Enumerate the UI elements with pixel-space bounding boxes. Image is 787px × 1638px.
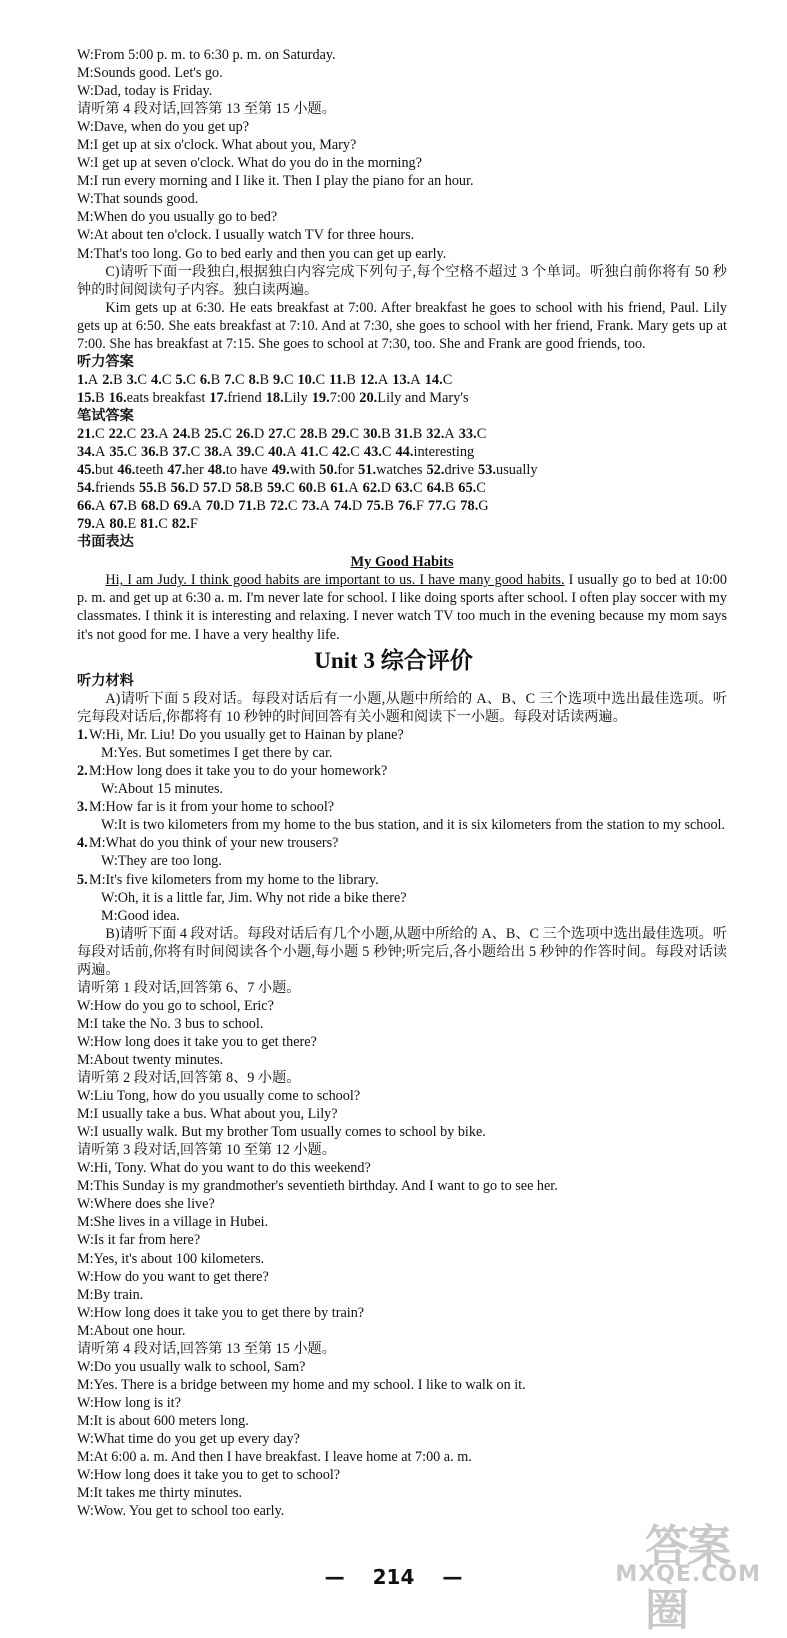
answer-value: C bbox=[137, 371, 148, 388]
dialogue-line: M:I usually take a bus. What about you, Lily? bbox=[77, 1106, 338, 1123]
dialogue-line: W:How long does it take you to get to school? bbox=[77, 1467, 341, 1484]
answer-number: 82. bbox=[171, 516, 190, 533]
answer-number: 51. bbox=[358, 462, 377, 479]
answer-value: B bbox=[384, 498, 394, 515]
answer-value: usually bbox=[496, 462, 538, 479]
answer-value: C bbox=[413, 480, 423, 497]
answer-number: 74. bbox=[333, 498, 352, 515]
answer-value: D bbox=[188, 480, 199, 497]
dialogue-line: W:That sounds good. bbox=[77, 191, 199, 208]
part-b-dialogues bbox=[77, 979, 727, 1520]
answer-number: 81. bbox=[140, 516, 159, 533]
answer-number: 76. bbox=[397, 498, 416, 515]
answer-value: friend bbox=[227, 389, 262, 406]
answer-number: 59. bbox=[267, 480, 285, 497]
answer-row bbox=[77, 497, 727, 515]
answer-number: 80. bbox=[109, 516, 128, 533]
answer-value: A bbox=[158, 425, 169, 442]
answer-number: 9. bbox=[273, 371, 284, 388]
essay-title: My Good Habits bbox=[350, 554, 454, 571]
answer-value: A bbox=[95, 444, 106, 461]
question-number: 3. bbox=[77, 799, 88, 816]
answer-number: 13. bbox=[392, 371, 411, 388]
answer-value: C bbox=[127, 444, 138, 461]
answer-number: 12. bbox=[359, 371, 378, 388]
answer-value: D bbox=[220, 480, 232, 497]
page-dash-right: — bbox=[442, 1565, 463, 1589]
answer-value: D bbox=[159, 498, 170, 515]
dialogue-line: M:I run every morning and I like it. Then I play the piano for an hour. bbox=[77, 173, 474, 190]
written-answers bbox=[77, 425, 727, 533]
answer-value: A bbox=[319, 498, 330, 515]
dialogue-line: M:I take the No. 3 bus to school. bbox=[77, 1015, 264, 1032]
answer-number: 32. bbox=[426, 425, 445, 442]
answer-value: A bbox=[286, 444, 297, 461]
answer-value: C bbox=[442, 371, 453, 388]
answer-number: 6. bbox=[199, 371, 211, 388]
answer-number: 1. bbox=[77, 371, 88, 388]
answer-value: A bbox=[87, 371, 99, 388]
dialogue-text: W:About 15 minutes. bbox=[101, 781, 224, 798]
answer-number: 33. bbox=[458, 425, 477, 442]
listening-answers-heading: 听力答案 bbox=[77, 353, 134, 370]
answer-number: 31. bbox=[394, 425, 413, 442]
answer-number: 40. bbox=[268, 444, 287, 461]
answer-number: 41. bbox=[300, 444, 319, 461]
answer-row bbox=[77, 371, 727, 389]
answer-value: C bbox=[190, 444, 201, 461]
dialogue-line: M:This Sunday is my grandmother's seventieth birthday. And I want to go to see her. bbox=[77, 1178, 558, 1195]
answer-value: B bbox=[316, 480, 327, 497]
dialogue-line bbox=[77, 852, 727, 870]
answer-value: F bbox=[415, 498, 424, 515]
answer-number: 5. bbox=[175, 371, 187, 388]
answer-number: 36. bbox=[141, 444, 160, 461]
dialogue-text: M:Yes. But sometimes I get there by car. bbox=[101, 745, 333, 762]
answer-value: C bbox=[222, 425, 232, 442]
answer-value: D bbox=[351, 498, 363, 515]
part-a-instruction: A)请听下面 5 段对话。每段对话后有一小题,从题中所给的 A、B、C 三个选项中选出最佳选项。听完每段对话后,你都将有 10 秒钟的时间回答有关小题和阅读下一小题。每段对话读两遍。 bbox=[77, 691, 727, 726]
answer-number: 66. bbox=[77, 498, 95, 515]
answer-value: A bbox=[377, 371, 389, 388]
essay-body bbox=[77, 571, 727, 643]
answer-number: 63. bbox=[395, 480, 414, 497]
answer-value: B bbox=[159, 444, 169, 461]
answer-row bbox=[77, 389, 727, 407]
dialogue-line: W:I get up at seven o'clock. What do you do in the morning? bbox=[77, 155, 422, 172]
essay-underlined: Hi, I am Judy. I think good habits are important to us. I have many good habits. bbox=[105, 572, 565, 589]
answer-number: 52. bbox=[426, 462, 445, 479]
answer-value: E bbox=[127, 516, 137, 533]
answer-value: eats breakfast bbox=[126, 389, 206, 406]
answer-value: C bbox=[318, 444, 329, 461]
part-b-instruction: B)请听下面 4 段对话。每段对话后有几个小题,从题中所给的 A、B、C 三个选项中选出最佳选项。听每段对话前,你将有时间阅读各个小题,每小题 5 秒钟;听完后,各小题给出 5 秒钟的作答时间。每段对话读两遍。 bbox=[77, 925, 727, 978]
dialogue-line bbox=[77, 816, 727, 834]
answer-value: C bbox=[235, 371, 245, 388]
answer-number: 14. bbox=[424, 371, 443, 388]
monologue-text: Kim gets up at 6:30. He eats breakfast at 7:00. After breakfast he goes to school with his friend, Paul. Lily gets up at 6:50. She eats breakfast at 7:10. And at 7:30, she goes to school with her friend, Frank. Mary gets up at 7:00. She has breakfast at 7:15. She goes to school at 7:30, too. She and Frank are good friends, too. bbox=[77, 299, 727, 352]
answer-value: A bbox=[444, 425, 455, 442]
answer-value: C bbox=[315, 371, 326, 388]
answer-value: C bbox=[476, 480, 486, 497]
answer-value: C bbox=[161, 371, 172, 388]
answer-number: 4. bbox=[151, 371, 162, 388]
answer-value: D bbox=[380, 480, 392, 497]
dialogue-text: M:It's five kilometers from my home to the library. bbox=[89, 871, 379, 888]
dialogue-line: W:What time do you get up every day? bbox=[77, 1430, 300, 1447]
answer-value: Lily bbox=[283, 389, 308, 406]
answer-number: 17. bbox=[209, 389, 228, 406]
written-answers-heading: 笔试答案 bbox=[77, 407, 134, 424]
top-section bbox=[77, 46, 727, 644]
dialogue-line bbox=[77, 871, 727, 889]
answer-value: G bbox=[478, 498, 489, 515]
answer-number: 25. bbox=[204, 425, 223, 442]
answer-value: teeth bbox=[135, 462, 164, 479]
answer-value: B bbox=[412, 425, 423, 442]
answer-value: with bbox=[289, 462, 316, 479]
question-number: 1. bbox=[77, 727, 88, 744]
answer-value: Lily and Mary's bbox=[377, 389, 469, 406]
dialogue-line: W:Dave, when do you get up? bbox=[77, 119, 250, 136]
dialogue-line: M:I get up at six o'clock. What about you, Mary? bbox=[77, 137, 357, 154]
page-dash-left: — bbox=[324, 1565, 345, 1589]
answer-value: G bbox=[445, 498, 457, 515]
answer-row bbox=[77, 425, 727, 443]
dialogue-line: W:At about ten o'clock. I usually watch TV for three hours. bbox=[77, 227, 415, 244]
dialogue-line: M:It takes me thirty minutes. bbox=[77, 1485, 243, 1502]
answer-number: 29. bbox=[331, 425, 350, 442]
dialogue-line: W:Hi, Tony. What do you want to do this weekend? bbox=[77, 1160, 371, 1177]
dialogue-line: M:Yes. There is a bridge between my home and my school. I like to walk on it. bbox=[77, 1376, 526, 1393]
answer-number: 15. bbox=[77, 389, 95, 406]
answer-number: 35. bbox=[109, 444, 128, 461]
answer-row bbox=[77, 515, 727, 533]
dialogue-line: M:At 6:00 a. m. And then I have breakfast. I leave home at 7:00 a. m. bbox=[77, 1449, 472, 1466]
answer-value: A bbox=[95, 516, 106, 533]
answer-value: A bbox=[222, 444, 233, 461]
answer-value: C bbox=[186, 371, 196, 388]
answer-number: 54. bbox=[77, 480, 95, 497]
answer-number: 10. bbox=[297, 371, 316, 388]
dialogue-text: W:Hi, Mr. Liu! Do you usually get to Hainan by plane? bbox=[89, 727, 404, 744]
answer-number: 48. bbox=[207, 462, 226, 479]
answer-value: C bbox=[285, 480, 295, 497]
answer-value: C bbox=[381, 444, 392, 461]
dialogue-line bbox=[77, 726, 727, 744]
answer-value: B bbox=[210, 371, 221, 388]
answer-value: B bbox=[127, 498, 138, 515]
answer-number: 34. bbox=[77, 444, 95, 461]
dialogue-line bbox=[77, 744, 727, 762]
answer-number: 43. bbox=[363, 444, 382, 461]
answer-number: 55. bbox=[138, 480, 157, 497]
answer-value: A bbox=[410, 371, 421, 388]
dialogue-line: 请听第 1 段对话,回答第 6、7 小题。 bbox=[77, 979, 301, 996]
answer-number: 37. bbox=[172, 444, 191, 461]
answer-value: friends bbox=[95, 480, 135, 497]
answer-value: B bbox=[259, 371, 270, 388]
dialogue-text: M:How far is it from your home to school? bbox=[89, 799, 335, 816]
answer-number: 45. bbox=[77, 462, 95, 479]
answer-number: 42. bbox=[332, 444, 351, 461]
dialogue-line: 请听第 3 段对话,回答第 10 至第 12 小题。 bbox=[77, 1142, 336, 1159]
answer-number: 60. bbox=[298, 480, 317, 497]
answer-value: 7:00 bbox=[329, 389, 356, 406]
answer-value: interesting bbox=[413, 444, 475, 461]
answer-number: 38. bbox=[204, 444, 223, 461]
question-number: 5. bbox=[77, 871, 88, 888]
dialogue-text: M:Good idea. bbox=[101, 907, 180, 924]
answer-value: her bbox=[185, 462, 204, 479]
answer-number: 3. bbox=[126, 371, 138, 388]
answer-number: 53. bbox=[478, 462, 497, 479]
answer-number: 39. bbox=[236, 444, 255, 461]
answer-value: B bbox=[444, 480, 455, 497]
answer-number: 57. bbox=[202, 480, 221, 497]
question-number: 2. bbox=[77, 763, 88, 780]
answer-value: B bbox=[95, 389, 105, 406]
answer-value: B bbox=[113, 371, 123, 388]
dialogue-line: M:About twenty minutes. bbox=[77, 1051, 224, 1068]
answer-number: 23. bbox=[140, 425, 159, 442]
dialogue-line bbox=[77, 798, 727, 816]
dialogue-line: 请听第 4 段对话,回答第 13 至第 15 小题。 bbox=[77, 1340, 336, 1357]
dialogue-line: W:Wow. You get to school too early. bbox=[77, 1503, 285, 1520]
dialogue-line bbox=[77, 762, 727, 780]
answer-number: 70. bbox=[205, 498, 224, 515]
answer-number: 21. bbox=[77, 425, 95, 442]
dialogue-line: M:She lives in a village in Hubei. bbox=[77, 1214, 269, 1231]
writing-heading: 书面表达 bbox=[77, 534, 134, 551]
answer-value: C bbox=[158, 516, 168, 533]
dialogue-text: M:How long does it take you to do your homework? bbox=[89, 763, 388, 780]
answer-number: 11. bbox=[329, 371, 347, 388]
dialogue-line bbox=[77, 907, 727, 925]
answer-number: 58. bbox=[235, 480, 254, 497]
dialogue-text: W:It is two kilometers from my home to the bus station, and it is six kilometers from the station to my school. bbox=[101, 817, 726, 834]
answer-number: 50. bbox=[319, 462, 338, 479]
answer-row bbox=[77, 443, 727, 461]
answer-value: D bbox=[223, 498, 235, 515]
dialogue-line: 请听第 2 段对话,回答第 8、9 小题。 bbox=[77, 1070, 301, 1087]
monologue-instruction: C)请听下面一段独白,根据独白内容完成下列句子,每个空格不超过 3 个单词。听独白前你将有 50 秒钟的时间阅读句子内容。独白读两遍。 bbox=[77, 263, 727, 298]
dialogue-line: W:How do you go to school, Eric? bbox=[77, 997, 274, 1014]
answer-number: 18. bbox=[265, 389, 284, 406]
dialogue-line: W:I usually walk. But my brother Tom usually comes to school by bike. bbox=[77, 1124, 486, 1141]
answer-number: 62. bbox=[362, 480, 381, 497]
answer-number: 68. bbox=[141, 498, 160, 515]
answer-value: A bbox=[191, 498, 202, 515]
dialogue-line: W:Do you usually walk to school, Sam? bbox=[77, 1358, 306, 1375]
answer-number: 26. bbox=[235, 425, 254, 442]
answer-number: 24. bbox=[172, 425, 191, 442]
watermark-url: MXQE.COM bbox=[615, 1562, 761, 1587]
unit-title: Unit 3 综合评价 bbox=[314, 648, 473, 673]
dialogue-line bbox=[77, 889, 727, 907]
dialogue-line: M:That's too long. Go to bed early and then you can get up early. bbox=[77, 245, 447, 262]
dialogue-text: W:They are too long. bbox=[101, 853, 222, 870]
answer-value: C bbox=[95, 425, 105, 442]
answer-row bbox=[77, 461, 727, 479]
answer-value: drive bbox=[444, 462, 475, 479]
answer-number: 77. bbox=[427, 498, 446, 515]
listening-answers bbox=[77, 371, 727, 407]
answer-number: 61. bbox=[330, 480, 349, 497]
dialogue-line: M:About one hour. bbox=[77, 1322, 186, 1339]
answer-number: 2. bbox=[102, 371, 113, 388]
answer-value: B bbox=[381, 425, 391, 442]
dialogue-line: W:How do you want to get there? bbox=[77, 1268, 269, 1285]
answer-number: 64. bbox=[426, 480, 445, 497]
answer-number: 30. bbox=[363, 425, 382, 442]
part-a-dialogues bbox=[77, 726, 727, 925]
answer-number: 20. bbox=[359, 389, 378, 406]
answer-value: A bbox=[95, 498, 106, 515]
answer-number: 16. bbox=[108, 389, 127, 406]
answer-number: 71. bbox=[238, 498, 257, 515]
answer-value: C bbox=[476, 425, 487, 442]
answer-value: B bbox=[256, 498, 266, 515]
answer-number: 28. bbox=[299, 425, 318, 442]
answer-row bbox=[77, 479, 727, 497]
dialogue-line: M:By train. bbox=[77, 1286, 144, 1303]
answer-value: B bbox=[317, 425, 328, 442]
listening-material-heading: 听力材料 bbox=[77, 673, 134, 689]
answer-value: A bbox=[348, 480, 359, 497]
top-dialogue bbox=[77, 46, 727, 263]
dialogue-line: W:How long is it? bbox=[77, 1394, 181, 1411]
answer-value: B bbox=[346, 371, 356, 388]
answer-number: 65. bbox=[458, 480, 477, 497]
question-number: 4. bbox=[77, 835, 88, 852]
watermark-text: 答案圈 bbox=[645, 1521, 729, 1636]
answer-value: C bbox=[350, 444, 360, 461]
page-number: 214 bbox=[372, 1565, 415, 1589]
dialogue-line: M:Yes, it's about 100 kilometers. bbox=[77, 1250, 265, 1267]
answer-number: 22. bbox=[108, 425, 127, 442]
dialogue-line bbox=[77, 834, 727, 852]
answer-value: for bbox=[337, 462, 355, 479]
answer-value: but bbox=[95, 462, 114, 479]
answer-number: 19. bbox=[311, 389, 330, 406]
watermark-logo bbox=[615, 1508, 765, 1636]
answer-value: B bbox=[156, 480, 167, 497]
answer-number: 44. bbox=[395, 444, 414, 461]
dialogue-line: W:Liu Tong, how do you usually come to school? bbox=[77, 1088, 361, 1105]
dialogue-line: M:When do you usually go to bed? bbox=[77, 209, 278, 226]
answer-number: 67. bbox=[109, 498, 128, 515]
answer-number: 56. bbox=[170, 480, 189, 497]
answer-number: 75. bbox=[366, 498, 385, 515]
dialogue-line: W:Is it far from here? bbox=[77, 1232, 201, 1249]
answer-number: 47. bbox=[167, 462, 186, 479]
answer-value: C bbox=[254, 444, 265, 461]
answer-number: 7. bbox=[224, 371, 236, 388]
dialogue-line: M:It is about 600 meters long. bbox=[77, 1412, 249, 1429]
dialogue-line bbox=[77, 780, 727, 798]
answer-value: C bbox=[283, 371, 294, 388]
answer-value: B bbox=[190, 425, 201, 442]
dialogue-line: W:How long does it take you to get there? bbox=[77, 1033, 317, 1050]
answer-number: 78. bbox=[460, 498, 479, 515]
answer-number: 49. bbox=[271, 462, 290, 479]
answer-value: C bbox=[349, 425, 360, 442]
answer-number: 69. bbox=[173, 498, 192, 515]
answer-value: C bbox=[286, 425, 296, 442]
dialogue-line: W:From 5:00 p. m. to 6:30 p. m. on Saturday. bbox=[77, 47, 336, 63]
answer-number: 72. bbox=[269, 498, 288, 515]
answer-number: 8. bbox=[248, 371, 260, 388]
answer-value: C bbox=[287, 498, 298, 515]
answer-number: 73. bbox=[301, 498, 320, 515]
answer-value: D bbox=[253, 425, 265, 442]
answer-number: 27. bbox=[268, 425, 287, 442]
answer-value: C bbox=[126, 425, 137, 442]
essay-rest: I usually go to bed at 10:00 p. m. and get up at 6:30 a. m. I'm never late for school. I like doing sports after school. I often play soccer with my classmates. I think it is interesting and relaxing. I never watch TV too much in the evening because my mom says it's not good for me. I have a very healthy life. bbox=[77, 572, 727, 643]
answer-number: 46. bbox=[117, 462, 136, 479]
dialogue-line: W:How long does it take you to get there by train? bbox=[77, 1304, 365, 1321]
dialogue-text: W:Oh, it is a little far, Jim. Why not ride a bike there? bbox=[101, 889, 407, 906]
dialogue-line: 请听第 4 段对话,回答第 13 至第 15 小题。 bbox=[77, 101, 336, 118]
answer-number: 79. bbox=[77, 516, 95, 533]
answer-value: watches bbox=[376, 462, 423, 479]
dialogue-line: W:Where does she live? bbox=[77, 1196, 215, 1213]
answer-value: to have bbox=[225, 462, 268, 479]
answer-value: B bbox=[253, 480, 263, 497]
dialogue-line: W:Dad, today is Friday. bbox=[77, 83, 213, 100]
dialogue-text: M:What do you think of your new trousers? bbox=[89, 835, 339, 852]
answer-value: F bbox=[189, 516, 198, 533]
bottom-section bbox=[77, 672, 727, 1520]
dialogue-line: M:Sounds good. Let's go. bbox=[77, 65, 223, 82]
